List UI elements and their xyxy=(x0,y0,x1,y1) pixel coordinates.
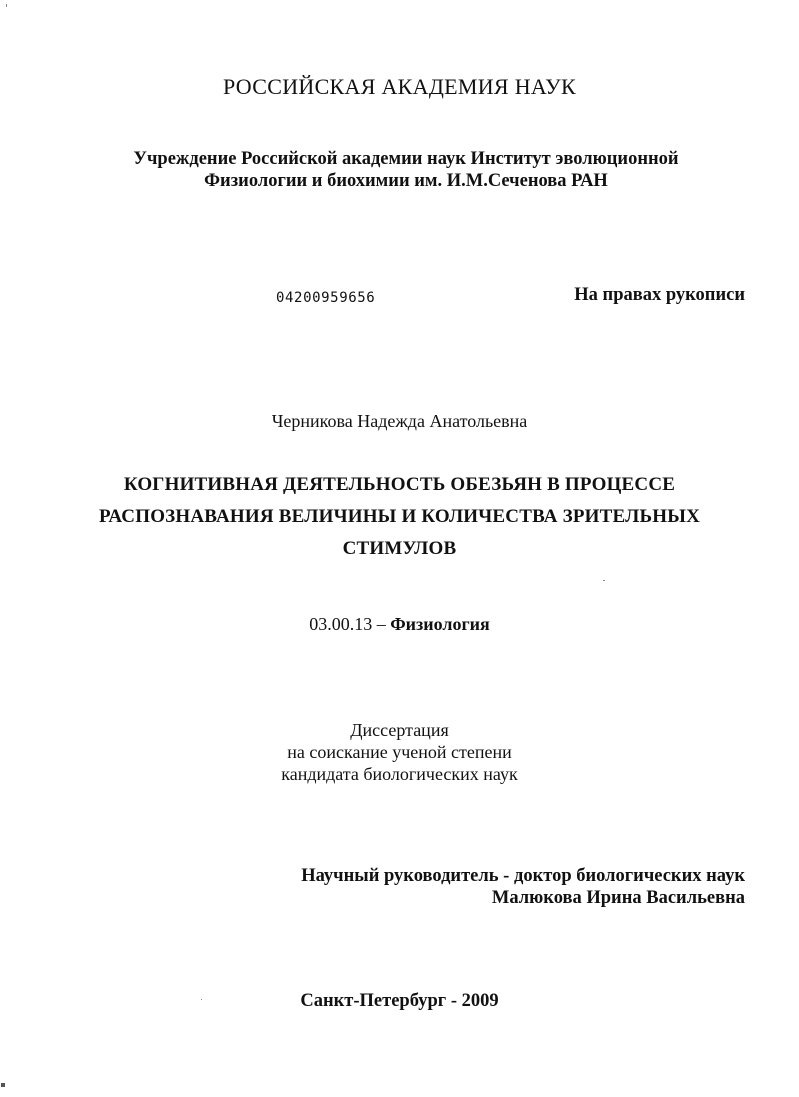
specialty-code: 03.00.13 – xyxy=(309,614,386,634)
supervisor-name: Малюкова Ирина Васильевна xyxy=(491,888,745,908)
thesis-title-line-2: РАСПОЗНАВАНИЯ ВЕЛИЧИНЫ И КОЛИЧЕСТВА ЗРИТЕЛЬНЫХ xyxy=(98,506,701,527)
dissertation-degree: кандидата биологических наук xyxy=(281,764,518,784)
academy-name: РОССИЙСКАЯ АКАДЕМИЯ НАУК xyxy=(222,74,576,99)
specialty-name: Физиология xyxy=(390,614,490,634)
institution-line-1: Учреждение Российской академии наук Институт эволюционной xyxy=(133,149,679,169)
author-name: Черникова Надежда Анатольевна xyxy=(271,411,528,431)
institution-line-2: Физиологии и биохимии им. И.М.Сеченова РАН xyxy=(204,171,608,191)
scan-speck xyxy=(201,999,202,1000)
thesis-title-line-1: КОГНИТИВНАЯ ДЕЯТЕЛЬНОСТЬ ОБЕЗЬЯН В ПРОЦЕССЕ xyxy=(123,474,676,495)
city-year: Санкт-Петербург - 2009 xyxy=(300,991,499,1011)
thesis-title-line-3: СТИМУЛОВ xyxy=(342,538,457,559)
scan-speck xyxy=(6,4,7,7)
supervisor-title: Научный руководитель - доктор биологических наук xyxy=(301,866,745,886)
scan-speck xyxy=(603,580,605,581)
manuscript-rights-note: На правах рукописи xyxy=(574,285,745,305)
specialty xyxy=(0,614,799,635)
document-code: 04200959656 xyxy=(276,290,376,306)
scan-speck xyxy=(1,1083,5,1087)
dissertation-purpose: на соискание ученой степени xyxy=(287,742,512,762)
dissertation-type: Диссертация xyxy=(350,720,449,740)
